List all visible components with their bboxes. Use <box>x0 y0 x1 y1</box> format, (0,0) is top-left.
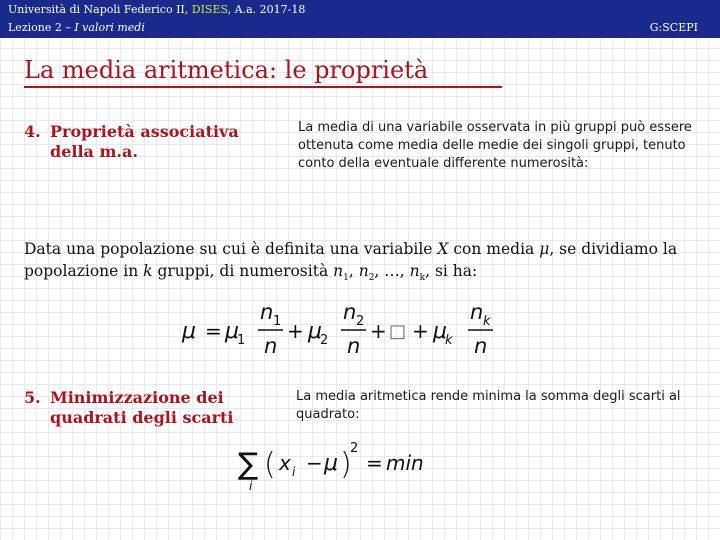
slide-title: La media aritmetica: le proprietà <box>24 56 429 84</box>
formula1-frac2-den: n <box>347 334 361 358</box>
formula1-frack-den: n <box>474 334 488 358</box>
formula1-plus2: + <box>370 319 387 343</box>
formula1-mu1: μ <box>225 319 239 344</box>
section-4-heading <box>24 122 239 162</box>
formula1-mu: μ <box>182 319 196 344</box>
formula2-lparen: ( <box>264 447 276 482</box>
associative-formula <box>180 298 510 360</box>
section-4-line2: della m.a. <box>50 142 138 161</box>
body-text-4: gruppi, di numerosità <box>152 262 334 280</box>
body-n2-sub: 2 <box>368 273 375 284</box>
formula2-x-sub: i <box>292 465 296 479</box>
body-text-2: con media <box>448 240 540 258</box>
formula1-ellipsis-box: □ <box>389 321 407 342</box>
body-n2: n <box>358 262 369 280</box>
header-university-line <box>8 3 305 16</box>
formula2-rparen: ) <box>340 447 352 482</box>
section-5-line2: quadrati degli scarti <box>50 408 234 427</box>
header-dept: DISES <box>191 3 228 16</box>
formula1-muk-sub: k <box>445 333 453 348</box>
body-var-x: X <box>437 240 449 258</box>
body-k: k <box>143 262 153 280</box>
formula1-plus3: + <box>412 319 429 343</box>
formula1-frac1-num: n <box>260 300 274 324</box>
formula1-frack-num-sub: k <box>483 314 491 329</box>
section-4-description: La media di una variabile osservata in più gruppi può essere ottenuta come media delle medie dei singoli gruppi, tenuto conto della eventuale differente numerosità: <box>298 120 692 171</box>
formula1-equals: = <box>205 319 222 343</box>
section-5-heading <box>24 388 234 428</box>
formula2-equals: = <box>366 451 383 475</box>
header-university: Università di Napoli Federico II, <box>8 3 189 16</box>
section-5-description: La media aritmetica rende minima la somma degli scarti al quadrato: <box>296 389 681 422</box>
body-nk-sub: k <box>419 273 426 284</box>
body-text-5: , si ha: <box>425 262 478 280</box>
formula2-mu: μ <box>324 451 338 476</box>
body-sep1: , <box>348 262 359 280</box>
minimization-formula <box>236 438 446 494</box>
header-year: , A.a. 2017-18 <box>227 3 306 16</box>
formula2-index: i <box>249 479 253 493</box>
body-mu: μ <box>539 240 550 258</box>
formula2-minus: − <box>306 451 323 475</box>
formula2-sigma: ∑ <box>238 447 259 482</box>
formula1-mu2-sub: 2 <box>320 333 329 348</box>
section-4-line1: Proprietà associativa <box>50 122 239 141</box>
body-nk: n <box>409 262 420 280</box>
formula1-frac2-num: n <box>343 300 357 324</box>
header-lesson-line <box>8 21 145 34</box>
formula1-muk: μ <box>433 319 447 344</box>
formula1-frac1-den: n <box>264 334 278 358</box>
title-underline <box>24 86 502 88</box>
formula1-mu2: μ <box>308 319 322 344</box>
formula1-frac2-num-sub: 2 <box>356 314 365 329</box>
body-text-3: , se dividiamo la popolazione in <box>24 240 678 280</box>
section-5-line1: Minimizzazione dei <box>50 388 224 407</box>
formula1-mu1-sub: 1 <box>237 333 246 348</box>
header-lesson-prefix: Lezione 2 – <box>8 21 75 34</box>
formula2-min: min <box>386 451 424 475</box>
formula1-frac1-num-sub: 1 <box>273 314 282 329</box>
header-lesson-topic: I valori medi <box>74 21 145 34</box>
formula1-frack-num: n <box>470 300 484 324</box>
formula2-x: x <box>279 451 291 475</box>
section-4-number: 4. <box>24 122 41 141</box>
formula1-plus1: + <box>287 319 304 343</box>
body-sep2: , …, <box>374 262 410 280</box>
body-text-1: Data una popolazione su cui è definita una variabile <box>24 240 438 258</box>
header-bar <box>0 0 720 38</box>
formula2-exponent: 2 <box>350 441 359 456</box>
body-paragraph <box>24 238 704 289</box>
body-n1-sub: 1 <box>343 273 349 284</box>
header-code: G:SCEPI <box>649 21 698 34</box>
body-n1: n <box>333 262 344 280</box>
section-5-number: 5. <box>24 388 41 407</box>
